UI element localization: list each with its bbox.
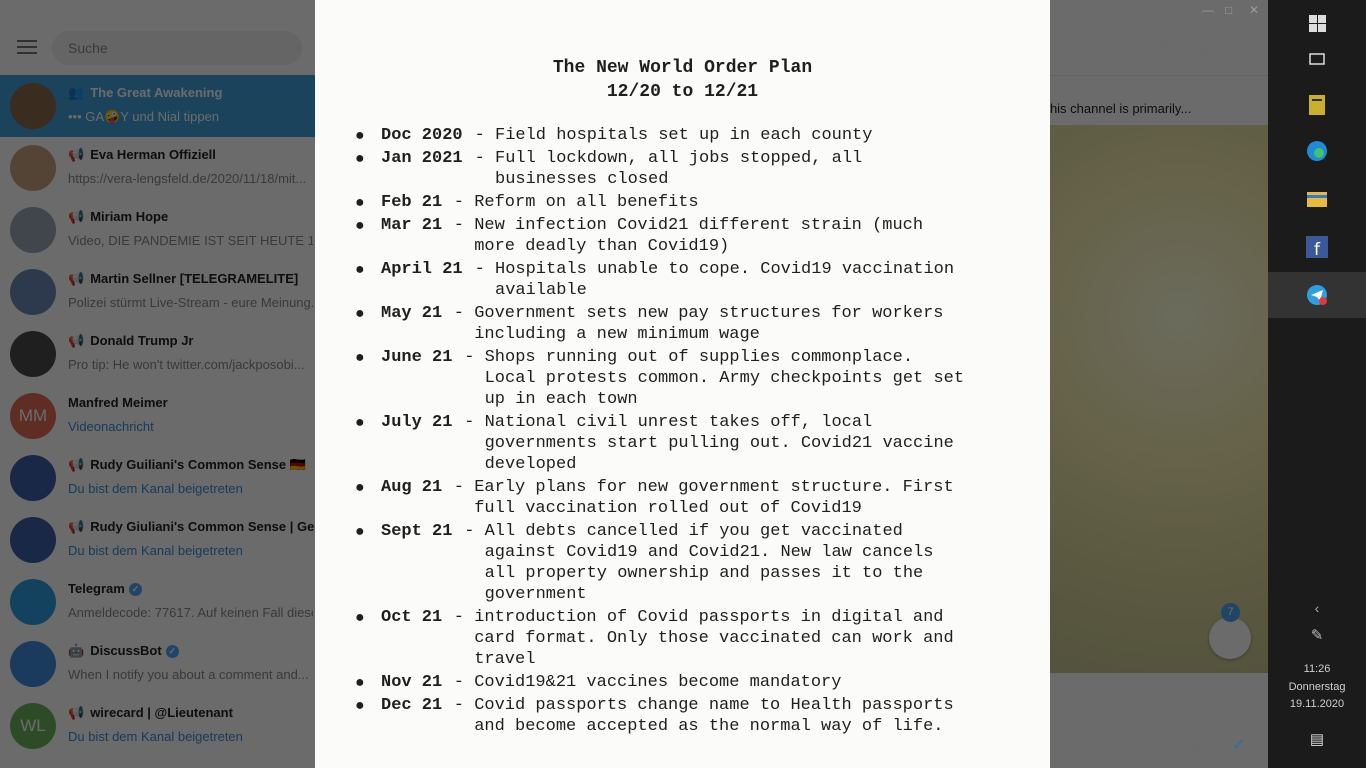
chevron-left-icon[interactable]: ‹ [1314,600,1320,616]
doc-item-month: Jan 2021 [381,149,463,168]
bullet-icon: ● [355,674,365,692]
clock-date[interactable]: 19.11.2020 [1289,698,1345,710]
doc-item-text: businesses closed [474,170,669,189]
clock-day[interactable]: Donnerstag [1288,681,1346,693]
telegram-app-icon[interactable] [1268,272,1366,318]
doc-item-month: April 21 [381,260,463,279]
doc-item-text: - Covid19&21 vaccines become mandatory [453,673,842,692]
doc-item-text: available [474,281,587,300]
bullet-icon: ● [355,261,365,279]
doc-item-text: - Early plans for new government structure. First [453,478,954,497]
bullet-icon: ● [355,479,365,497]
doc-item-month: Mar 21 [381,216,443,235]
close-reply-icon[interactable]: ✕ [1236,688,1248,704]
doc-item-text: more deadly than Covid19) [453,237,730,256]
doc-item-text: up in each town [464,390,638,409]
bullet-icon: ● [355,305,365,323]
emoji-icon[interactable]: ☺ [1186,735,1204,754]
bullet-icon: ● [355,609,365,627]
doc-item-text: all property ownership and passes it to the [464,564,924,583]
facebook-icon[interactable] [1268,224,1366,270]
doc-item-text: - All debts cancelled if you get vaccinated [464,522,903,541]
doc-item-text: - introduction of Covid passports in digital and [453,608,944,627]
file-explorer-icon[interactable] [1268,176,1366,222]
doc-item-month: May 21 [381,304,443,323]
doc-item-text: and become accepted as the normal way of life. [453,717,944,736]
doc-item-text: - Field hospitals set up in each county [474,126,873,145]
doc-item-text: - Covid passports change name to Health passports [453,696,954,715]
doc-item-text: - National civil unrest takes off, local [464,413,873,432]
doc-item-text: full vaccination rolled out of Covid19 [453,499,862,518]
more-options-icon[interactable]: ⋮ [1238,38,1255,57]
doc-item-text: - Government sets new pay structures for workers [453,304,944,323]
search-icon[interactable]: ⚲ [1158,38,1171,57]
doc-item-text: - Shops running out of supplies commonplace. [464,348,914,367]
doc-item-text: developed [464,455,577,474]
bullet-icon: ● [355,150,365,168]
doc-item-month: Doc 2020 [381,126,463,145]
windows-taskbar [1268,0,1366,768]
doc-item-text: governments start pulling out. Covid21 vaccine [464,434,954,453]
doc-item-text: - Full lockdown, all jobs stopped, all [474,149,863,168]
bullet-icon: ● [355,349,365,367]
send-check-icon[interactable]: ✓ [1232,735,1247,754]
doc-item-month: Nov 21 [381,673,443,692]
doc-item-month: Dec 21 [381,696,443,715]
clock-time[interactable]: 11:26 [1303,663,1331,675]
bullet-icon: ● [355,414,365,432]
minimize-icon[interactable]: — [1202,3,1214,17]
bullet-icon: ● [355,217,365,235]
doc-item-month: June 21 [381,348,453,367]
bullet-icon: ● [355,697,365,715]
doc-item-month: July 21 [381,413,453,432]
doc-item-text: against Covid19 and Covid21. New law cancels [464,543,934,562]
pen-icon[interactable]: ✎ [1310,627,1324,644]
doc-item-month: Sept 21 [381,522,453,541]
close-window-icon[interactable]: ✕ [1249,3,1260,17]
close-pinned-icon[interactable]: ✕ [1236,90,1248,106]
doc-item-text: - Reform on all benefits [453,193,699,212]
doc-item-month: Oct 21 [381,608,443,627]
bullet-icon: ● [355,194,365,212]
notification-icon[interactable]: ▤ [1309,731,1325,748]
viewed-image-document [315,0,1050,768]
notes-app-icon[interactable] [1268,82,1366,128]
svg-text:f: f [1314,240,1320,258]
edge-browser-icon[interactable] [1268,128,1366,174]
doc-item-text: Local protests common. Army checkpoints get set [464,369,965,388]
sidebar-toggle-icon[interactable]: ◫ [1197,38,1214,57]
bullet-icon: ● [355,127,365,145]
doc-item-text: - New infection Covid21 different strain (much [453,216,924,235]
doc-item-text: including a new minimum wage [453,325,760,344]
task-view-icon[interactable] [1268,36,1366,82]
doc-item-text: - Hospitals unable to cope. Covid19 vaccination [474,260,955,279]
doc-item-text: card format. Only those vaccinated can work and [453,629,954,648]
doc-title: The New World Order Plan [552,58,813,78]
doc-item-month: Feb 21 [381,193,443,212]
bullet-icon: ● [355,523,365,541]
doc-subtitle: 12/20 to 12/21 [606,82,759,102]
doc-item-text: government [464,585,587,604]
maximize-icon[interactable]: □ [1225,3,1233,17]
doc-item-month: Aug 21 [381,478,443,497]
doc-item-text: travel [453,650,536,669]
